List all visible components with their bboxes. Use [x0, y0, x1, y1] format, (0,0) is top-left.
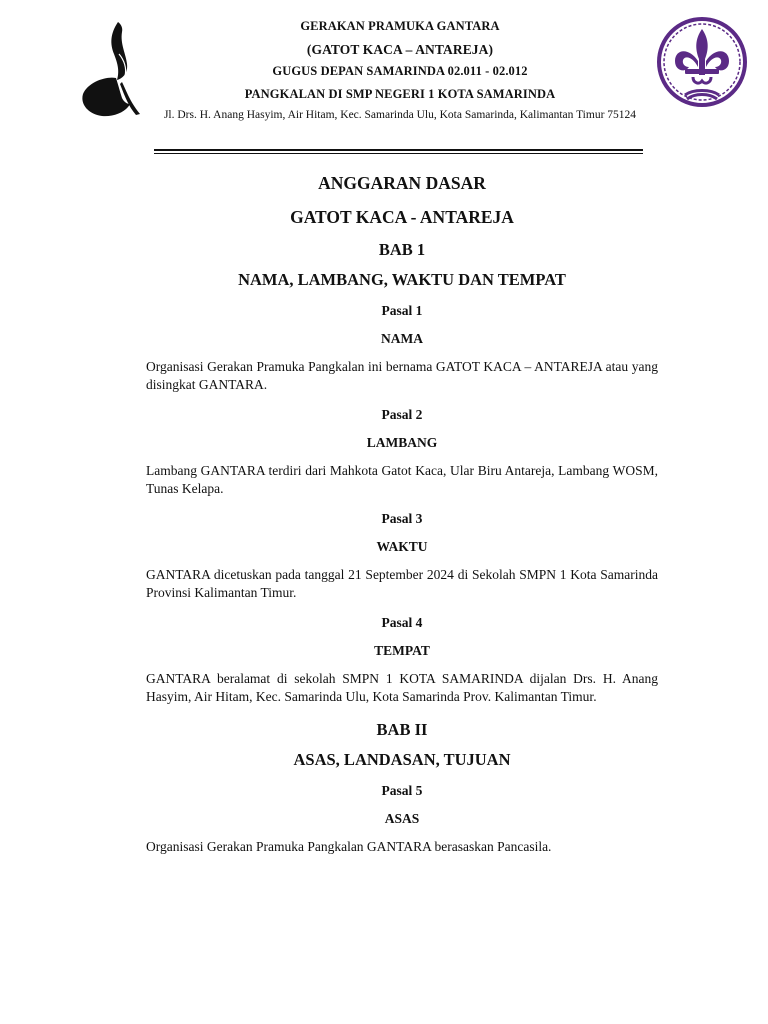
document-title: ANGGARAN DASAR	[318, 173, 486, 193]
org-name: GERAKAN PRAMUKA GANTARA	[300, 19, 500, 33]
pasal-5-number: Pasal 5	[381, 783, 423, 798]
document-subtitle: GATOT KACA - ANTAREJA	[290, 207, 514, 227]
pangkalan: PANGKALAN DI SMP NEGERI 1 KOTA SAMARINDA	[244, 86, 556, 101]
pasal-2-title: LAMBANG	[366, 435, 438, 450]
pasal-5-title: ASAS	[384, 811, 420, 826]
bab-2-number: BAB II	[376, 720, 428, 739]
org-subname: (GATOT KACA – ANTAREJA)	[306, 41, 494, 57]
bab-1-title: NAMA, LAMBANG, WAKTU DAN TEMPAT	[238, 270, 566, 289]
pasal-1-number: Pasal 1	[381, 303, 423, 318]
pasal-3-title: WAKTU	[376, 539, 428, 554]
pasal-2-text: Lambang GANTARA terdiri dari Mahkota Gatot Kaca, Ular Biru Antareja, Lambang WOSM, Tunas Kelapa.	[146, 463, 658, 496]
gugus-depan: GUGUS DEPAN SAMARINDA 02.011 - 02.012	[272, 64, 528, 78]
pasal-5-text: Organisasi Gerakan Pramuka Pangkalan GANTARA berasaskan Pancasila.	[146, 839, 552, 854]
pasal-1-text: Organisasi Gerakan Pramuka Pangkalan ini bernama GATOT KACA – ANTAREJA atau yang disingkat GANTARA.	[146, 359, 658, 392]
header-divider-thin	[154, 153, 643, 154]
pasal-3-number: Pasal 3	[381, 511, 423, 526]
tunas-kelapa-icon	[80, 20, 142, 118]
pasal-4-number: Pasal 4	[381, 615, 423, 630]
header-divider-thick	[154, 149, 643, 151]
address: Jl. Drs. H. Anang Hasyim, Air Hitam, Kec. Samarinda Ulu, Kota Samarinda, Kalimantan Timur 75124	[163, 109, 637, 121]
bab-1-number: BAB 1	[378, 240, 426, 259]
letterhead	[150, 19, 650, 122]
wosm-fleur-de-lis-icon	[655, 17, 749, 111]
document-body	[146, 172, 658, 864]
bab-2-title: ASAS, LANDASAN, TUJUAN	[293, 750, 511, 769]
pasal-4-text: GANTARA beralamat di sekolah SMPN 1 KOTA SAMARINDA dijalan Drs. H. Anang Hasyim, Air Hitam, Kec. Samarinda Ulu, Kota Samarinda Prov. Kalimantan Timur.	[146, 671, 658, 704]
pasal-4-title: TEMPAT	[374, 643, 430, 658]
pasal-1-title: NAMA	[381, 331, 423, 346]
pasal-2-number: Pasal 2	[381, 407, 423, 422]
pasal-3-text: GANTARA dicetuskan pada tanggal 21 September 2024 di Sekolah SMPN 1 Kota Samarinda Provinsi Kalimantan Timur.	[146, 567, 658, 600]
